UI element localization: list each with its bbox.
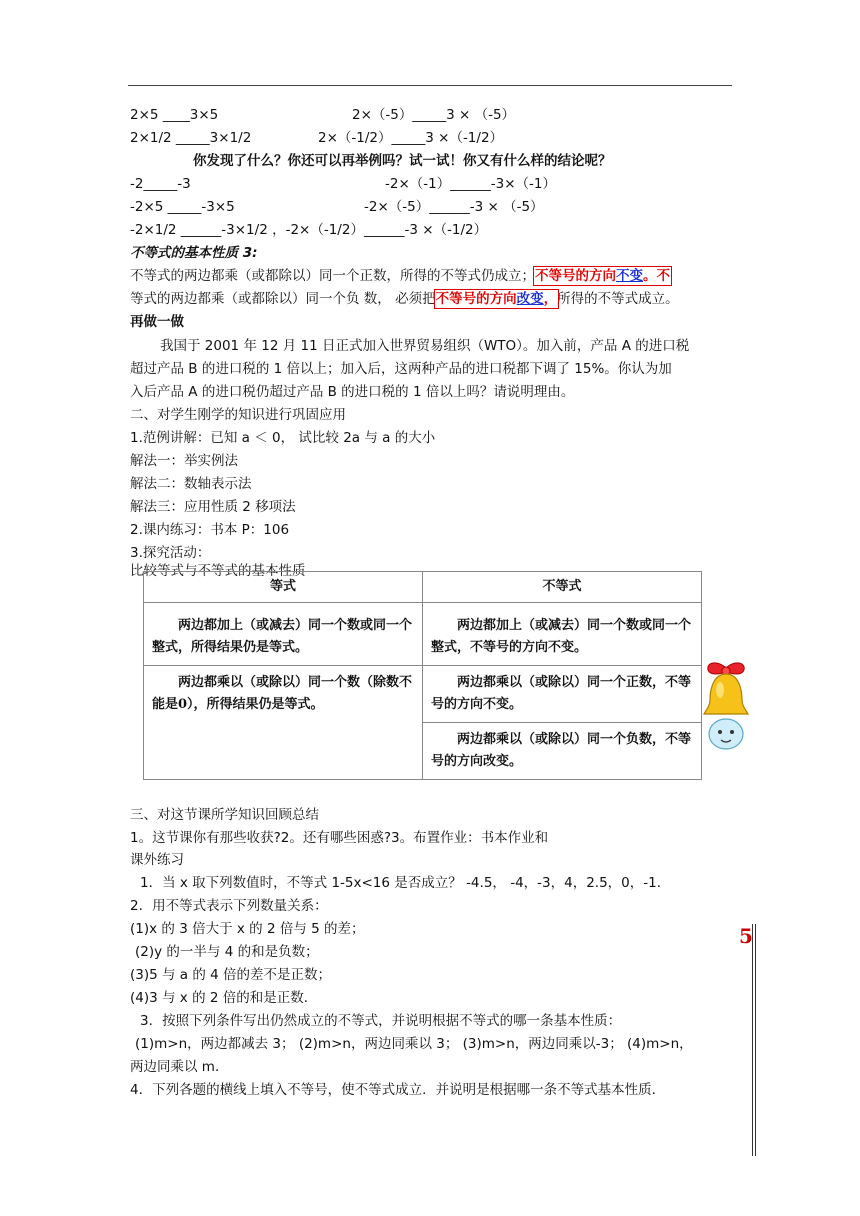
comma-text: ， bbox=[543, 291, 558, 307]
homework-3a: (1)m>n，两边都减去 3； (2)m>n，两边同乘以 3； (3)m>n，两边同乘以-3； (4)m>n， bbox=[135, 1036, 693, 1052]
section-2-title: 二、对学生刚学的知识进行巩固应用 bbox=[130, 407, 346, 423]
compare-caption: 比较等式与不等式的基本性质 bbox=[130, 563, 306, 579]
property-3-line-2 bbox=[130, 290, 679, 308]
cell-ineq-mul-neg: 两边都乘以（或除以）同一个负数，不等号的方向改变。 bbox=[423, 723, 702, 780]
example-line-2a: 2×1/2 _____3×1/2 bbox=[130, 130, 252, 146]
header-equation: 等式 bbox=[144, 572, 423, 603]
example-line-6: -2×1/2 ______-3×1/2 ，-2×（-1/2）______-3 ×（-1/2） bbox=[130, 222, 488, 238]
direction-text: 不等号的方向 bbox=[535, 268, 616, 284]
redo-title: 再做一做 bbox=[130, 314, 184, 330]
solution-1: 解法一：举实例法 bbox=[130, 453, 238, 469]
wto-line-1: 我国于 2001 年 12 月 11 日正式加入世界贸易组织（WTO）。加入前，产品 A 的进口税 bbox=[160, 338, 690, 354]
table-header-row bbox=[144, 572, 702, 603]
margin-rule bbox=[752, 924, 753, 1156]
cell-ineq-mul-pos: 两边都乘以（或除以）同一个正数，不等号的方向不变。 bbox=[423, 666, 702, 723]
table-row bbox=[144, 666, 702, 723]
property-3-line-1 bbox=[130, 267, 670, 285]
summary-line-1: 1。这节课你有那些收获?2。还有哪些困惑?3。布置作业：书本作业和 bbox=[130, 830, 549, 846]
homework-2b: (2)y 的一半与 4 的和是负数； bbox=[135, 944, 319, 960]
example-line-5b: -2×（-5）______-3 × （-5） bbox=[364, 199, 544, 215]
example-line-5a: -2×5 _____-3×5 bbox=[130, 199, 235, 215]
cell-eq-mul: 两边都乘以（或除以）同一个数（除数不能是0），所得结果仍是等式。 bbox=[144, 666, 423, 780]
section-3-title: 三、对这节课所学知识回顾总结 bbox=[130, 807, 319, 823]
cell-ineq-add: 两边都加上（或减去）同一个数或同一个整式，不等号的方向不变。 bbox=[423, 603, 702, 666]
header-rule bbox=[128, 85, 732, 86]
wto-line-3: 入后产品 A 的进口税仍超过产品 B 的进口税的 1 倍以上吗？请说明理由。 bbox=[130, 384, 575, 400]
comparison-table bbox=[143, 571, 702, 780]
margin-rule bbox=[755, 924, 756, 1156]
table-row bbox=[144, 603, 702, 666]
cell-eq-add: 两边都加上（或减去）同一个数或同一个整式，所得结果仍是等式。 bbox=[144, 603, 423, 666]
direction-text-2: 不等号的方向 bbox=[435, 291, 517, 307]
period-text: 。不 bbox=[643, 268, 670, 284]
wto-line-2: 超过产品 B 的进口税的 1 倍以上；加入后，这两种产品的进口税都下调了 15%。你认为加 bbox=[130, 361, 672, 377]
homework-2d: (4)3 与 x 的 2 倍的和是正数． bbox=[130, 990, 318, 1006]
exercise-2: 2.课内练习：书本 P：106 bbox=[130, 522, 290, 538]
unchanged-text: 不变 bbox=[616, 268, 643, 284]
changed-text: 改变 bbox=[516, 291, 544, 307]
header-inequality: 不等式 bbox=[423, 572, 702, 603]
property-3-text-2: 等式的两边都乘（或都除以）同一个负 数， 必须把 bbox=[130, 291, 436, 307]
property-3-text-3: 所得的不等式成立。 bbox=[557, 291, 679, 307]
homework-1: 1．当 x 取下列数值时，不等式 1-5x<16 是否成立？ -4.5， -4，-3，4，2.5，0，-1． bbox=[140, 875, 671, 891]
solution-2: 解法二：数轴表示法 bbox=[130, 476, 252, 492]
property-3-title: 不等式的基本性质 3: bbox=[130, 245, 258, 261]
homework-3b: 两边同乘以 m． bbox=[130, 1059, 229, 1075]
homework-4: 4．下列各题的横线上填入不等号，使不等式成立．并说明是根据哪一条不等式基本性质． bbox=[130, 1082, 666, 1098]
summary-line-2: 课外练习 bbox=[130, 852, 184, 868]
highlight-changed bbox=[436, 291, 558, 307]
homework-2: 2．用不等式表示下列数量关系： bbox=[130, 898, 328, 914]
page-number: 5 bbox=[739, 924, 753, 948]
example-line-1a: 2×5 ____3×5 bbox=[130, 107, 219, 123]
example-line-1b: 2×（-5）_____3 × （-5） bbox=[352, 107, 516, 123]
discovery-question: 你发现了什么？你还可以再举例吗？试一试！你又有什么样的结论呢？ bbox=[193, 153, 612, 169]
property-3-text: 不等式的两边都乘（或都除以）同一个正数，所得的不等式仍成立； bbox=[130, 268, 535, 284]
highlight-unchanged bbox=[535, 268, 670, 284]
exercise-3: 3.探究活动： bbox=[130, 545, 211, 561]
bell-mascot-icon bbox=[700, 660, 752, 752]
example-line-4a: -2_____-3 bbox=[130, 176, 191, 192]
homework-2c: (3)5 与 a 的 4 倍的差不是正数； bbox=[130, 967, 332, 983]
homework-2a: (1)x 的 3 倍大于 x 的 2 倍与 5 的差； bbox=[130, 921, 365, 937]
example-line-2b: 2×（-1/2）_____3 ×（-1/2） bbox=[318, 130, 504, 146]
example-1: 1.范例讲解：已知 a ＜ 0， 试比较 2a 与 a 的大小 bbox=[130, 430, 436, 446]
example-line-4b: -2×（-1）______-3×（-1） bbox=[385, 176, 556, 192]
solution-3: 解法三：应用性质 2 移项法 bbox=[130, 499, 296, 515]
homework-3: 3．按照下列条件写出仍然成立的不等式，并说明根据不等式的哪一条基本性质： bbox=[140, 1013, 622, 1029]
